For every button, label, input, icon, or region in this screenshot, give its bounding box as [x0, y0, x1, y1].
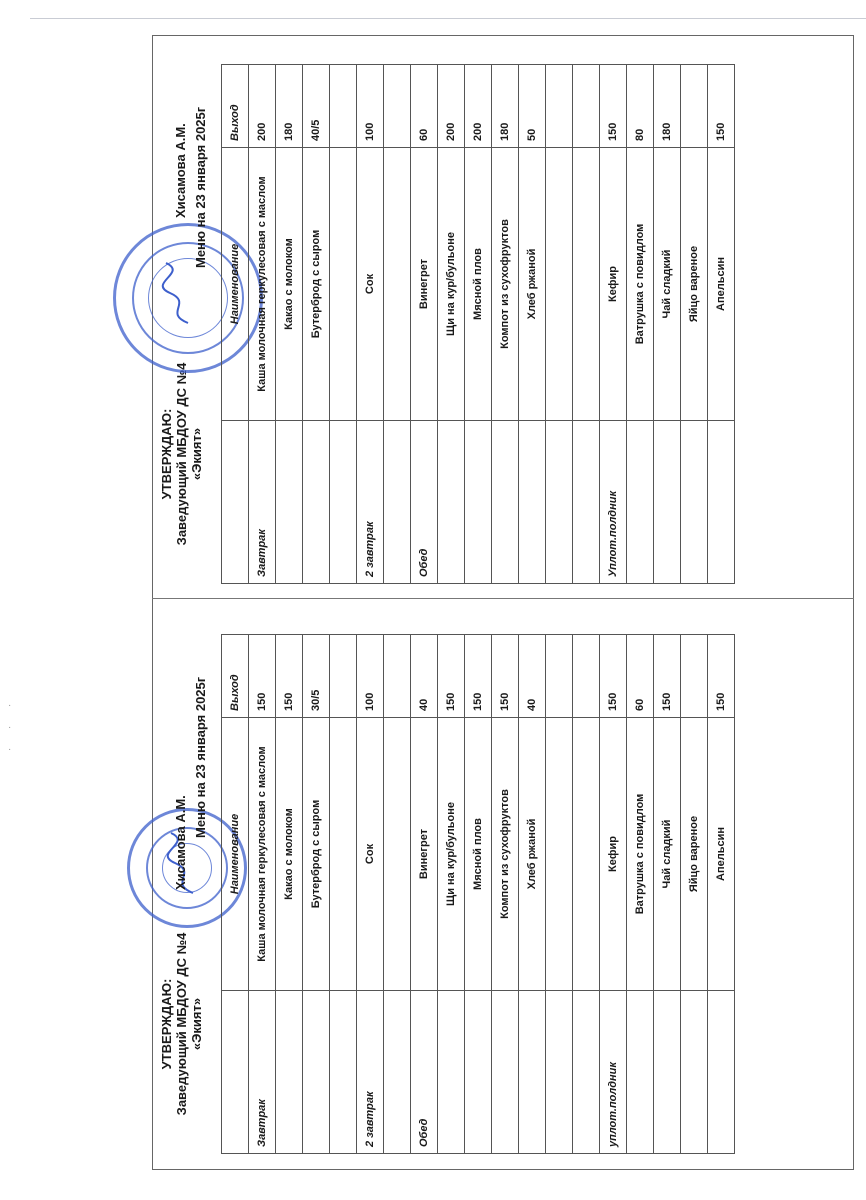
table-row — [654, 65, 681, 584]
table-row — [411, 635, 438, 1154]
table-row — [546, 635, 573, 1154]
yield-cell — [573, 635, 600, 718]
dish-cell: Кефир — [600, 718, 627, 991]
table-row — [249, 65, 276, 584]
yield-cell: 150 — [600, 635, 627, 718]
table-row — [303, 635, 330, 1154]
yield-cell — [384, 635, 411, 718]
header-meal — [222, 991, 249, 1154]
approval-block — [159, 894, 204, 1154]
meal-cell — [573, 991, 600, 1154]
table-row — [681, 635, 708, 1154]
header-name: Наименование — [222, 718, 249, 991]
meal-cell: Завтрак — [249, 421, 276, 584]
yield-cell: 100 — [357, 65, 384, 148]
yield-cell: 150 — [654, 635, 681, 718]
dish-cell: Каша молочная геркулесовая с маслом — [249, 148, 276, 421]
menu-panel-2 — [153, 35, 852, 598]
table-row — [600, 65, 627, 584]
meal-cell — [438, 421, 465, 584]
table-row — [330, 65, 357, 584]
meal-cell — [465, 991, 492, 1154]
meal-cell — [330, 421, 357, 584]
meal-cell — [303, 991, 330, 1154]
table-row — [276, 65, 303, 584]
yield-cell — [330, 635, 357, 718]
panel-divider — [152, 598, 854, 599]
meal-cell — [492, 991, 519, 1154]
dish-cell: Ватрушка с повидлом — [627, 148, 654, 421]
dish-cell: Какао с молоком — [276, 718, 303, 991]
header-yield: Выход — [222, 635, 249, 718]
dish-cell — [546, 148, 573, 421]
dish-cell: Винегрет — [411, 148, 438, 421]
meal-cell — [465, 421, 492, 584]
table-row — [249, 635, 276, 1154]
table-row — [708, 65, 735, 584]
signature — [158, 258, 198, 328]
dish-cell: Бутерброд с сыром — [303, 718, 330, 991]
table-row — [438, 635, 465, 1154]
yield-cell: 50 — [519, 65, 546, 148]
dish-cell: Сок — [357, 718, 384, 991]
yield-cell: 40 — [519, 635, 546, 718]
table-row — [492, 635, 519, 1154]
meal-cell: Обед — [411, 421, 438, 584]
yield-cell — [546, 635, 573, 718]
dish-cell — [330, 718, 357, 991]
dish-cell: Хлеб ржаной — [519, 148, 546, 421]
meal-cell — [492, 421, 519, 584]
yield-cell: 180 — [492, 65, 519, 148]
dish-cell: Чай сладкий — [654, 718, 681, 991]
table-row — [330, 635, 357, 1154]
dish-cell: Яйцо вареное — [681, 148, 708, 421]
table-row — [573, 65, 600, 584]
yield-cell — [384, 65, 411, 148]
dish-cell: Ватрушка с повидлом — [627, 718, 654, 991]
table-row — [438, 65, 465, 584]
meal-cell — [627, 991, 654, 1154]
approve-org: «Экият» — [189, 997, 204, 1051]
yield-cell: 40/5 — [303, 65, 330, 148]
menu-table — [221, 634, 735, 1154]
table-header-row — [222, 635, 249, 1154]
meal-cell — [384, 421, 411, 584]
table-row — [681, 65, 708, 584]
table-row — [357, 65, 384, 584]
table-row — [573, 635, 600, 1154]
meal-cell: Уплот.полдник — [600, 421, 627, 584]
meal-cell — [681, 421, 708, 584]
yield-cell: 60 — [411, 65, 438, 148]
meal-cell — [303, 421, 330, 584]
approve-heading: УТВЕРЖДАЮ: — [159, 978, 174, 1070]
yield-cell: 180 — [654, 65, 681, 148]
yield-cell: 30/5 — [303, 635, 330, 718]
table-row — [384, 65, 411, 584]
meal-cell — [654, 421, 681, 584]
menu-title: Меню на 23 января 2025г — [193, 106, 208, 268]
dish-cell — [384, 718, 411, 991]
table-row — [303, 65, 330, 584]
meal-cell — [519, 991, 546, 1154]
yield-cell: 150 — [492, 635, 519, 718]
table-row — [708, 635, 735, 1154]
yield-cell: 150 — [600, 65, 627, 148]
dish-cell: Мясной плов — [465, 718, 492, 991]
table-row — [627, 65, 654, 584]
table-header-row — [222, 65, 249, 584]
dish-cell: Компот из сухофруктов — [492, 718, 519, 991]
meal-cell — [546, 991, 573, 1154]
approve-position: Заведующий МБДОУ ДС №4 — [174, 932, 189, 1116]
yield-cell — [573, 65, 600, 148]
yield-cell: 180 — [276, 65, 303, 148]
yield-cell: 200 — [249, 65, 276, 148]
meal-cell — [276, 991, 303, 1154]
meal-cell: Обед — [411, 991, 438, 1154]
yield-cell: 200 — [465, 65, 492, 148]
meal-cell — [519, 421, 546, 584]
header-name: Наименование — [222, 148, 249, 421]
table-row — [465, 65, 492, 584]
dish-cell: Компот из сухофруктов — [492, 148, 519, 421]
dish-cell: Яйцо вареное — [681, 718, 708, 991]
dish-cell: Сок — [357, 148, 384, 421]
dish-cell: Кефир — [600, 148, 627, 421]
meal-cell: уплот.полдник — [600, 991, 627, 1154]
meal-cell — [573, 421, 600, 584]
approve-org: «Экият» — [189, 427, 204, 481]
yield-cell: 200 — [438, 65, 465, 148]
dish-cell: Каша молочная геркулесовая с маслом — [249, 718, 276, 991]
dish-cell: Мясной плов — [465, 148, 492, 421]
table-row — [627, 635, 654, 1154]
table-row — [519, 65, 546, 584]
meal-cell — [438, 991, 465, 1154]
meal-cell: 2 завтрак — [357, 991, 384, 1154]
yield-cell — [546, 65, 573, 148]
approve-heading: УТВЕРЖДАЮ: — [159, 408, 174, 500]
dish-cell: Бутерброд с сыром — [303, 148, 330, 421]
dish-cell — [330, 148, 357, 421]
yield-cell: 150 — [249, 635, 276, 718]
meal-cell — [384, 991, 411, 1154]
yield-cell: 60 — [627, 635, 654, 718]
table-row — [465, 635, 492, 1154]
meal-cell — [681, 991, 708, 1154]
table-row — [276, 635, 303, 1154]
dish-cell: Апельсин — [708, 148, 735, 421]
meal-cell — [546, 421, 573, 584]
header-meal — [222, 421, 249, 584]
dish-cell: Какао с молоком — [276, 148, 303, 421]
meal-cell — [330, 991, 357, 1154]
yield-cell — [681, 65, 708, 148]
table-row — [600, 635, 627, 1154]
dish-cell — [573, 148, 600, 421]
dish-cell — [546, 718, 573, 991]
dish-cell: Щи на кур/бульоне — [438, 148, 465, 421]
scan-dots: · · · — [8, 700, 12, 755]
page-top-edge — [30, 18, 866, 19]
yield-cell: 150 — [708, 65, 735, 148]
meal-cell — [276, 421, 303, 584]
signer-name: Хисамова А.М. — [173, 123, 188, 218]
dish-cell — [384, 148, 411, 421]
table-row — [384, 635, 411, 1154]
header-yield: Выход — [222, 65, 249, 148]
dish-cell: Апельсин — [708, 718, 735, 991]
dish-cell: Винегрет — [411, 718, 438, 991]
approve-position: Заведующий МБДОУ ДС №4 — [174, 362, 189, 546]
meal-cell — [654, 991, 681, 1154]
menu-panel-1 — [153, 600, 852, 1168]
yield-cell — [681, 635, 708, 718]
menu-title: Меню на 23 января 2025г — [193, 676, 208, 838]
menu-table — [221, 64, 735, 584]
yield-cell — [330, 65, 357, 148]
yield-cell: 100 — [357, 635, 384, 718]
table-row — [519, 635, 546, 1154]
dish-cell: Чай сладкий — [654, 148, 681, 421]
yield-cell: 40 — [411, 635, 438, 718]
yield-cell: 80 — [627, 65, 654, 148]
table-row — [411, 65, 438, 584]
table-row — [357, 635, 384, 1154]
dish-cell — [573, 718, 600, 991]
yield-cell: 150 — [465, 635, 492, 718]
meal-cell: 2 завтрак — [357, 421, 384, 584]
table-row — [492, 65, 519, 584]
yield-cell: 150 — [438, 635, 465, 718]
dish-cell: Хлеб ржаной — [519, 718, 546, 991]
table-row — [654, 635, 681, 1154]
meal-cell — [708, 421, 735, 584]
meal-cell — [627, 421, 654, 584]
yield-cell: 150 — [276, 635, 303, 718]
meal-cell — [708, 991, 735, 1154]
meal-cell: Завтрак — [249, 991, 276, 1154]
yield-cell: 150 — [708, 635, 735, 718]
signer-name: Хисамова А.М. — [173, 795, 188, 890]
dish-cell: Щи на кур/бульоне — [438, 718, 465, 991]
table-row — [546, 65, 573, 584]
